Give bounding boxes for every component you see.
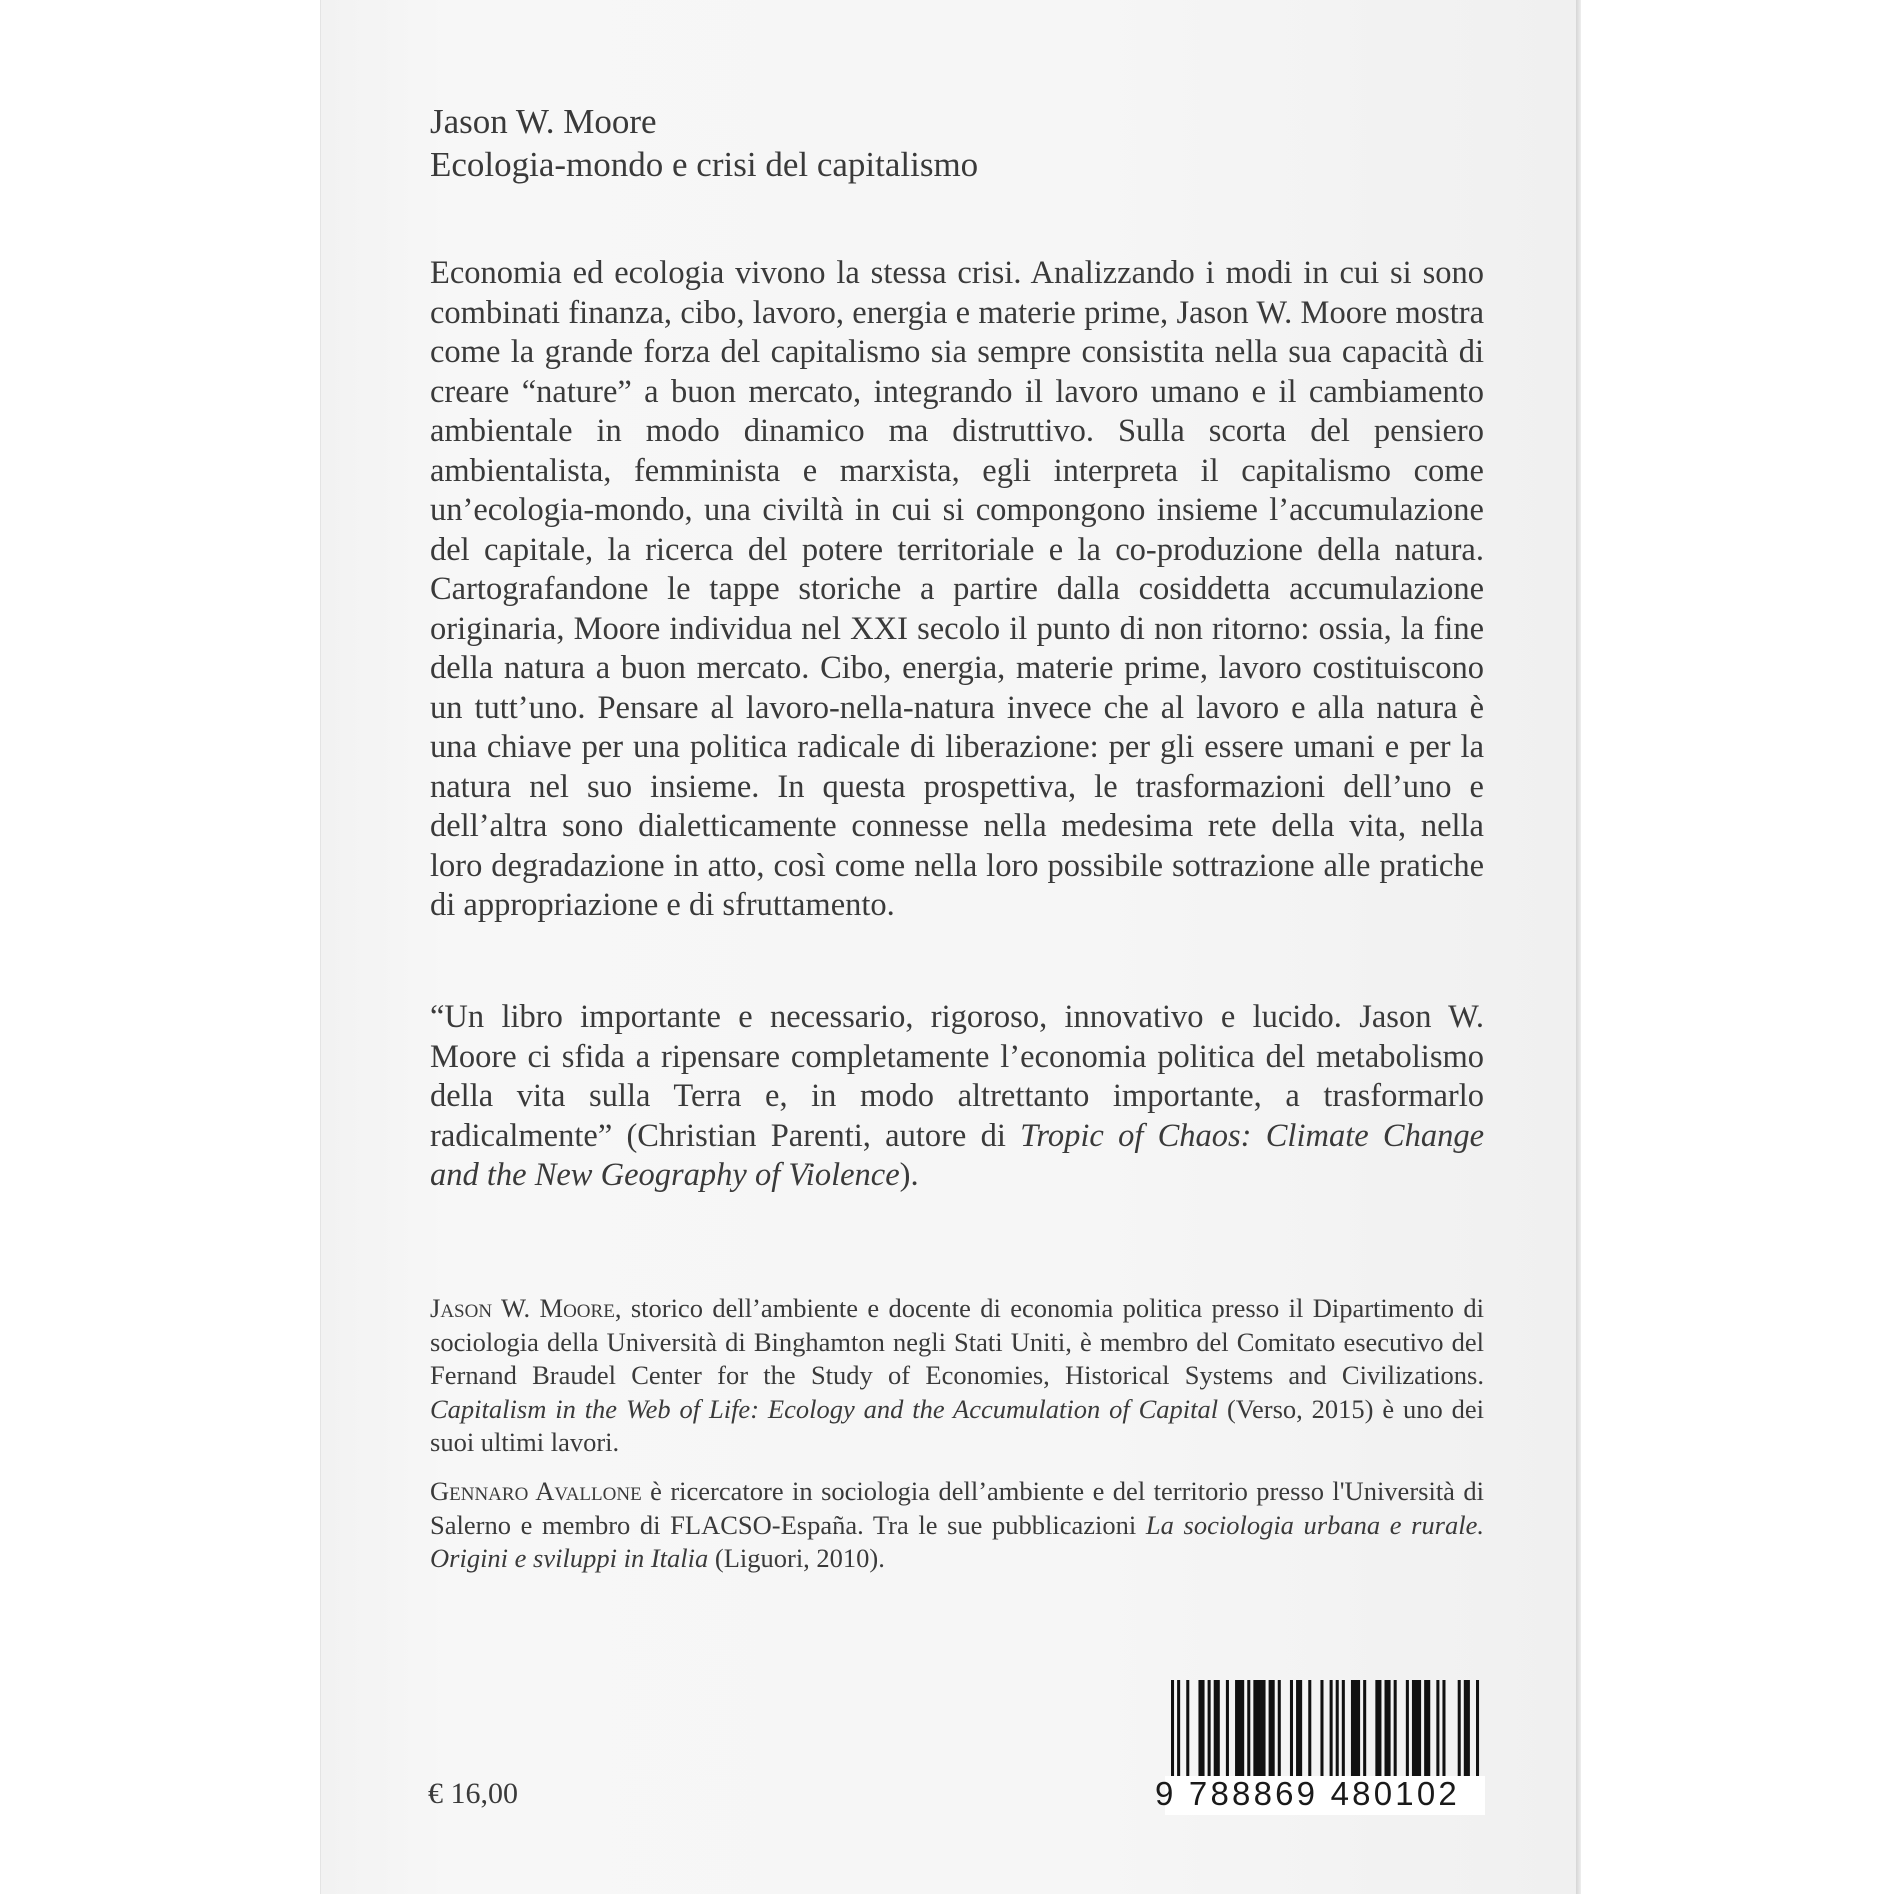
author-bio-text-2: (Verso, 2015) è uno dei suoi ultimi lavori. — [430, 1393, 1484, 1457]
title-block — [430, 100, 1484, 186]
author-bio-text-1: , storico dell’ambiente e docente di economia politica presso il Dipartimento di sociologia della Università di Binghamton negli Stati Uniti, è membro del Comitato esecutivo del Fernand Braudel Center for the Study of Economies, Historical Systems and Civilizations. — [430, 1293, 1484, 1390]
description-text-1: Economia ed ecologia vivono la stessa crisi. Analizzando i modi in cui si sono combinati finanza, cibo, lavoro, energia e materie prime, Jason W. Moore mostra come la grande forza del capitalismo sia sempre consistita nella sua capacità di creare “nature” a buon mercato, integrando il lavoro umano e il cambiamento ambientale in modo dinamico ma distruttivo. Sulla scorta del pensiero ambientalista, femminista e marxista, egli interpreta il capitalismo come un’ecologia-mondo, una civiltà in cui si compongono insieme l’accumulazione del capitale, la ricerca del potere territoriale e la co-produzione della natura. Cartografandone le tappe storiche a partire dalla cosiddetta accumulazione originaria, Moore individua nel — [430, 255, 1484, 647]
author-name: Jason W. Moore — [430, 102, 657, 141]
price-label: € 16,00 — [428, 1777, 518, 1810]
editor-bio-book: La sociologia urbana e rurale. Origini e sviluppi in Italia — [430, 1509, 1484, 1573]
editor-bio-text-3: (Liguori, 2010). — [708, 1543, 885, 1573]
editor-bio-text-1: è ricercatore in sociologia dell’ambiente e del territorio presso l'Università di Salerno e membro di — [430, 1476, 1485, 1540]
editor-bio-text-2: -España. Tra le sue pubblicazioni — [771, 1509, 1146, 1540]
author-bio-name: Jason W. Moore — [430, 1293, 615, 1323]
editor-bio — [430, 1475, 1484, 1576]
description-text-2: secolo il punto di non ritorno: ossia, la fine della natura a buon mercato. Cibo, energia, materie prime, lavoro costituiscono un tutt’uno. Pensare al lavoro-nella-natura invece che al lavoro e alla natura è una chiave per una politica radicale di liberazione: per gli essere umani e per la natura nel suo insieme. In questa prospettiva, le trasformazioni dell’uno e dell’altra sono dialetticamente connesse nella medesima rete della vita, nella loro degradazione in atto, così come nella loro possibile sottrazione alle pratiche di appropriazione e di sfruttamento. — [430, 610, 1484, 923]
author-bio — [430, 1292, 1484, 1460]
quote-end: ). — [899, 1157, 919, 1193]
review-quote — [430, 998, 1484, 1196]
description-paragraph — [430, 254, 1484, 926]
century-numeral: XXI — [850, 610, 908, 647]
isbn-number: 9 788869 480102 — [1155, 1775, 1460, 1812]
editor-bio-name: Gennaro Avallone — [430, 1476, 642, 1506]
cover-edge — [1576, 0, 1581, 1894]
editor-bio-org: FLACSO — [670, 1509, 772, 1540]
author-bio-book: Capitalism in the Web of Life: Ecology and the Accumulation of Capital — [430, 1393, 1219, 1424]
quote-text: “Un libro importante e necessario, rigoroso, innovativo e lucido. Jason W. Moore ci sfida a ripensare completamente l’economia politica del metabolismo della vita sulla Terra e, in modo altrettanto importante, a trasformarlo radicalmente” (Christian Parenti, autore di — [430, 999, 1484, 1154]
quote-book-title: Tropic of Chaos: Climate Change and the New Geography of Violence — [430, 1117, 1485, 1193]
book-title: Ecologia-mondo e crisi del capitalismo — [430, 145, 979, 184]
